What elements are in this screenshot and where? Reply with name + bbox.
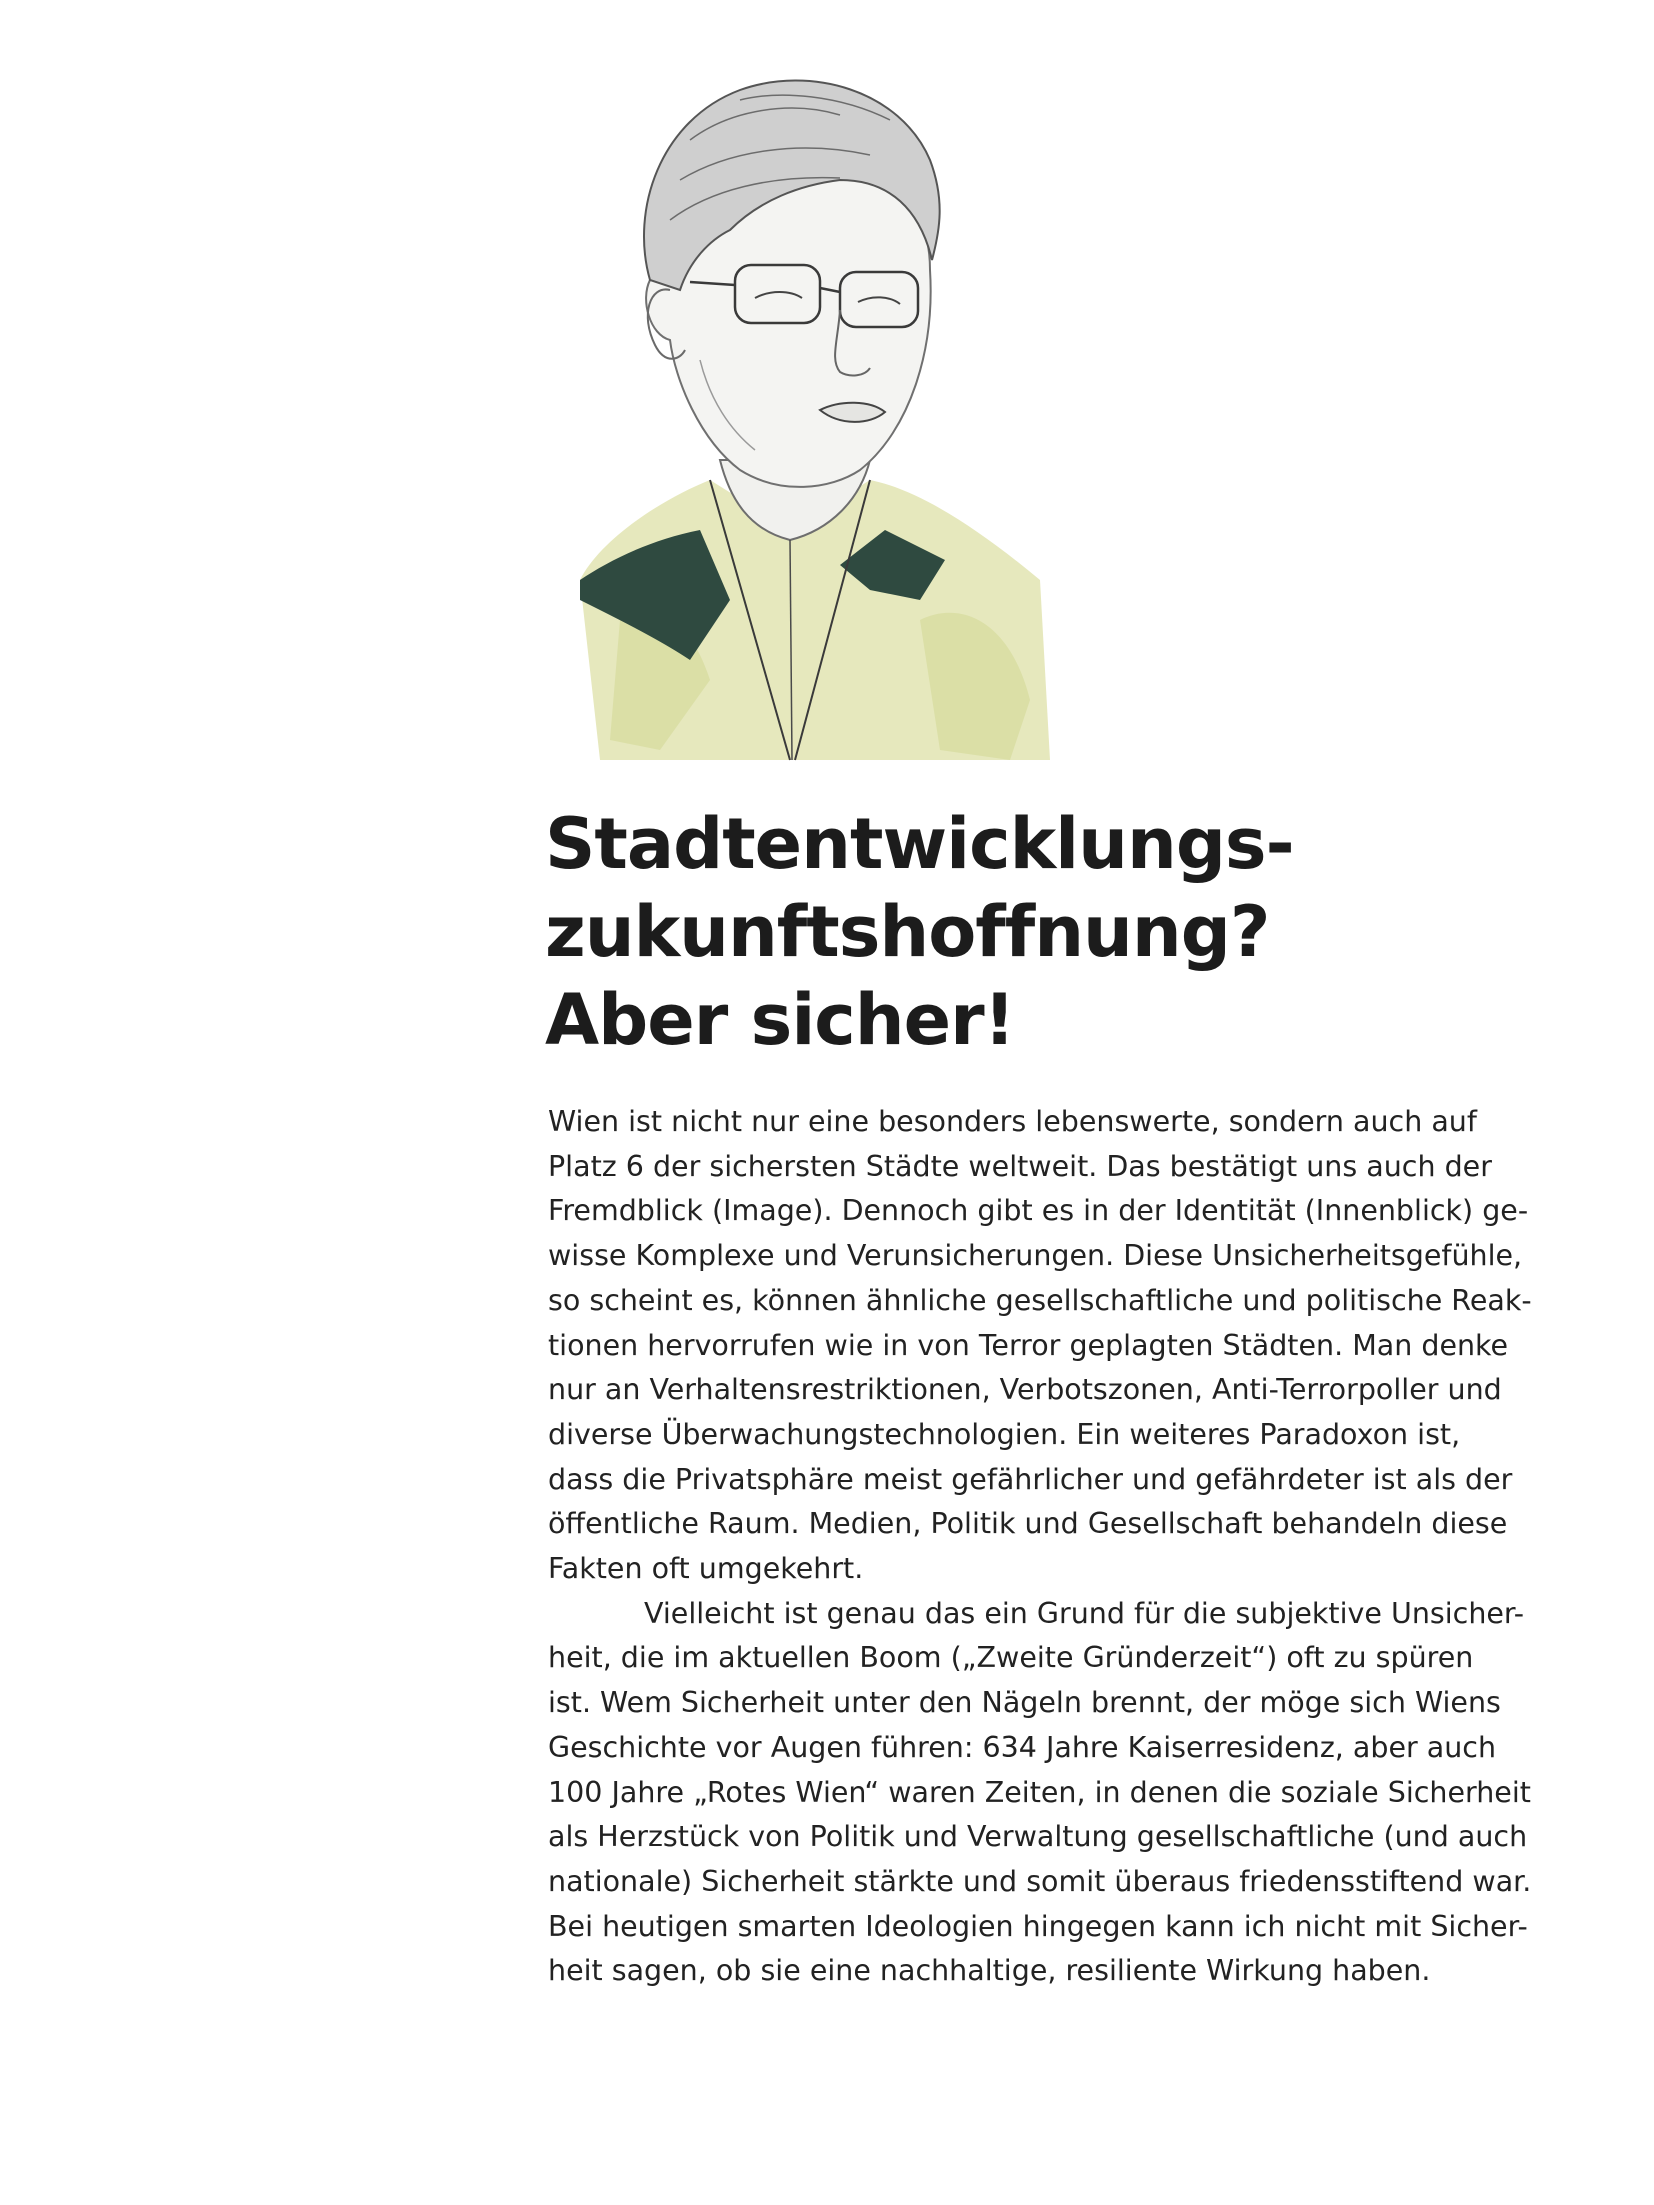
headline <box>545 800 1505 1064</box>
paragraph-line: ist. Wem Sicherheit unter den Nägeln brennt, der möge sich Wiens <box>548 1686 1501 1720</box>
headline-line-3: Aber sicher! <box>545 979 1015 1061</box>
article-body <box>548 1100 1532 1994</box>
paragraph-line: wisse Komplexe und Verunsicherungen. Diese Unsicherheitsgefühle, <box>548 1239 1523 1273</box>
paragraph-line: Wien ist nicht nur eine besonders lebenswerte, sondern auch auf <box>548 1105 1477 1138</box>
paragraph-line: so scheint es, können ähnliche gesellschaftliche und politische Reak- <box>548 1283 1532 1317</box>
paragraph-line: Bei heutigen smarten Ideologien hingegen kann ich nicht mit Sicher- <box>548 1909 1528 1943</box>
paragraph-line: heit sagen, ob sie eine nachhaltige, resiliente Wirkung haben. <box>548 1954 1431 1988</box>
paragraph-line: Fremdblick (Image). Dennoch gibt es in der Identität (Innenblick) ge- <box>548 1194 1529 1228</box>
headline-line-1: Stadtentwicklungs- <box>545 803 1294 885</box>
paragraph-line: Fakten oft umgekehrt. <box>548 1552 864 1586</box>
paragraph-1 <box>548 1100 1532 1592</box>
paragraph-line: dass die Privatsphäre meist gefährlicher und gefährdeter ist als der <box>548 1462 1513 1496</box>
paragraph-2 <box>548 1592 1532 1994</box>
paragraph-line: als Herzstück von Politik und Verwaltung gesellschaftliche (und auch <box>548 1820 1528 1854</box>
headline-line-2: zukunftshoffnung? <box>545 891 1270 973</box>
paragraph-line: tionen hervorrufen wie in von Terror geplagten Städten. Man denke <box>548 1328 1509 1362</box>
paragraph-line: Vielleicht ist genau das ein Grund für die subjektive Unsicher- <box>644 1596 1525 1630</box>
portrait-illustration <box>540 60 1060 780</box>
paragraph-line: diverse Überwachungstechnologien. Ein weiteres Paradoxon ist, <box>548 1417 1461 1451</box>
paragraph-line: Platz 6 der sichersten Städte weltweit. Das bestätigt uns auch der <box>548 1149 1492 1183</box>
paragraph-line: nur an Verhaltensrestriktionen, Verbotszonen, Anti-Terrorpoller und <box>548 1373 1502 1407</box>
paragraph-line: nationale) Sicherheit stärkte und somit überaus friedensstiftend war. <box>548 1864 1532 1898</box>
paragraph-line: öffentliche Raum. Medien, Politik und Gesellschaft behandeln diese <box>548 1507 1508 1541</box>
paragraph-line: heit, die im aktuellen Boom („Zweite Gründerzeit“) oft zu spüren <box>548 1641 1474 1675</box>
paragraph-line: Geschichte vor Augen führen: 634 Jahre Kaiserresidenz, aber auch <box>548 1730 1497 1764</box>
paragraph-line: 100 Jahre „Rotes Wien“ waren Zeiten, in denen die soziale Sicherheit <box>548 1775 1531 1809</box>
